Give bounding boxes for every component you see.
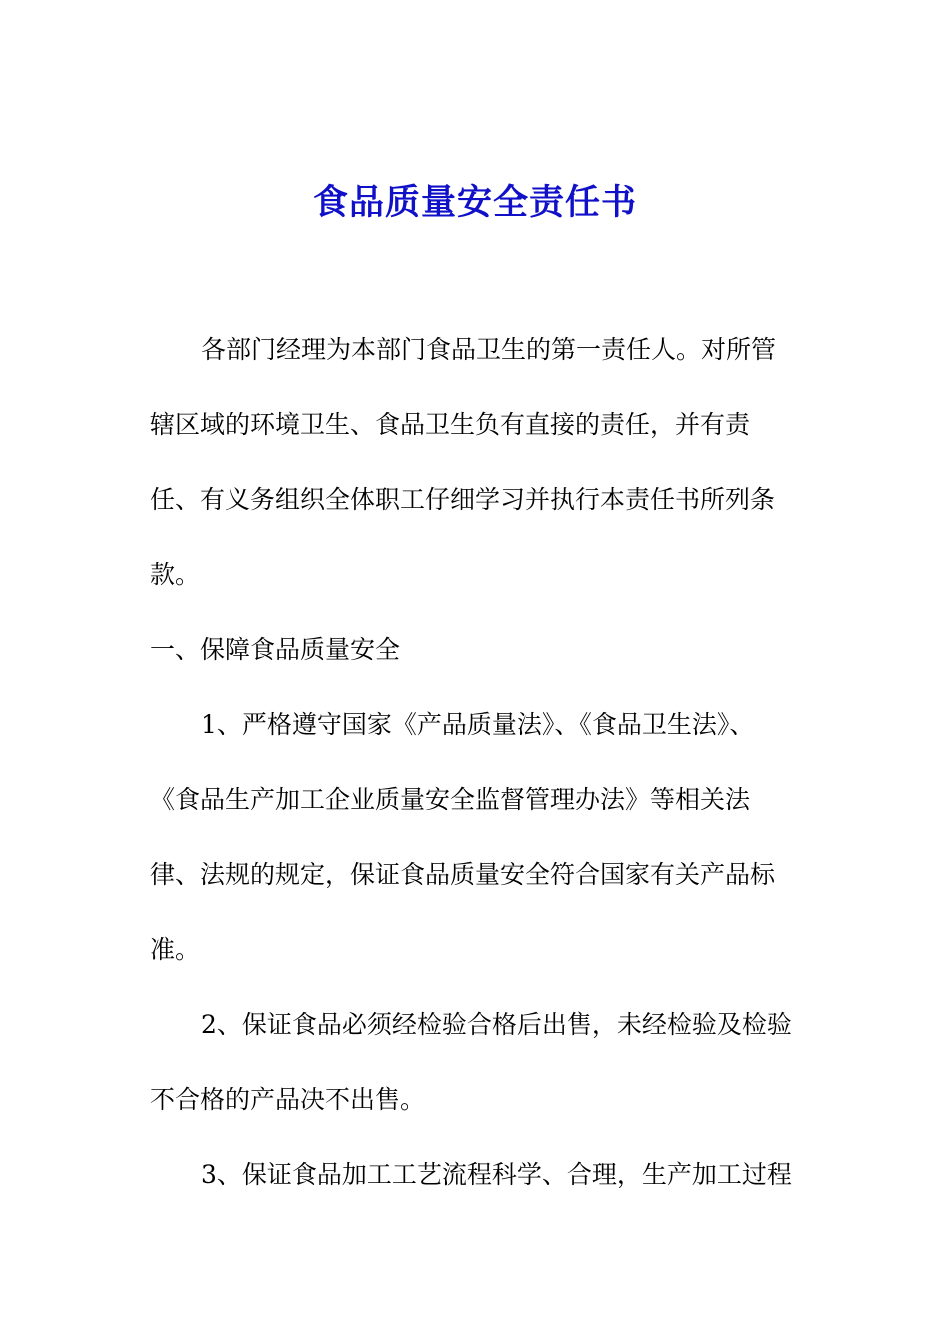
item-2-line-2: 不合格的产品决不出售。 — [150, 1085, 426, 1114]
item-1-line-1: 1、严格遵守国家《产品质量法》、《食品卫生法》、 — [201, 710, 755, 739]
paragraph-line-3: 任、有义务组织全体职工仔细学习并执行本责任书所列条 — [150, 485, 776, 514]
item-1-line-3: 律、法规的规定，保证食品质量安全符合国家有关产品标 — [150, 860, 776, 889]
item-3-line-1: 3、保证食品加工工艺流程科学、合理，生产加工过程 — [201, 1160, 792, 1189]
section-heading: 一、保障食品质量安全 — [150, 635, 401, 664]
paragraph-line-2: 辖区域的环境卫生、食品卫生负有直接的责任，并有责 — [150, 410, 751, 439]
paragraph-line-4: 款。 — [150, 560, 201, 589]
item-1-line-2: 《食品生产加工企业质量安全监督管理办法》等相关法 — [150, 785, 751, 814]
paragraph-line-1: 各部门经理为本部门食品卫生的第一责任人。对所管 — [201, 335, 777, 364]
item-1-line-4: 准。 — [150, 935, 201, 964]
item-2-line-1: 2、保证食品必须经检验合格后出售，未经检验及检验 — [201, 1010, 792, 1039]
document-title: 食品质量安全责任书 — [312, 182, 637, 223]
